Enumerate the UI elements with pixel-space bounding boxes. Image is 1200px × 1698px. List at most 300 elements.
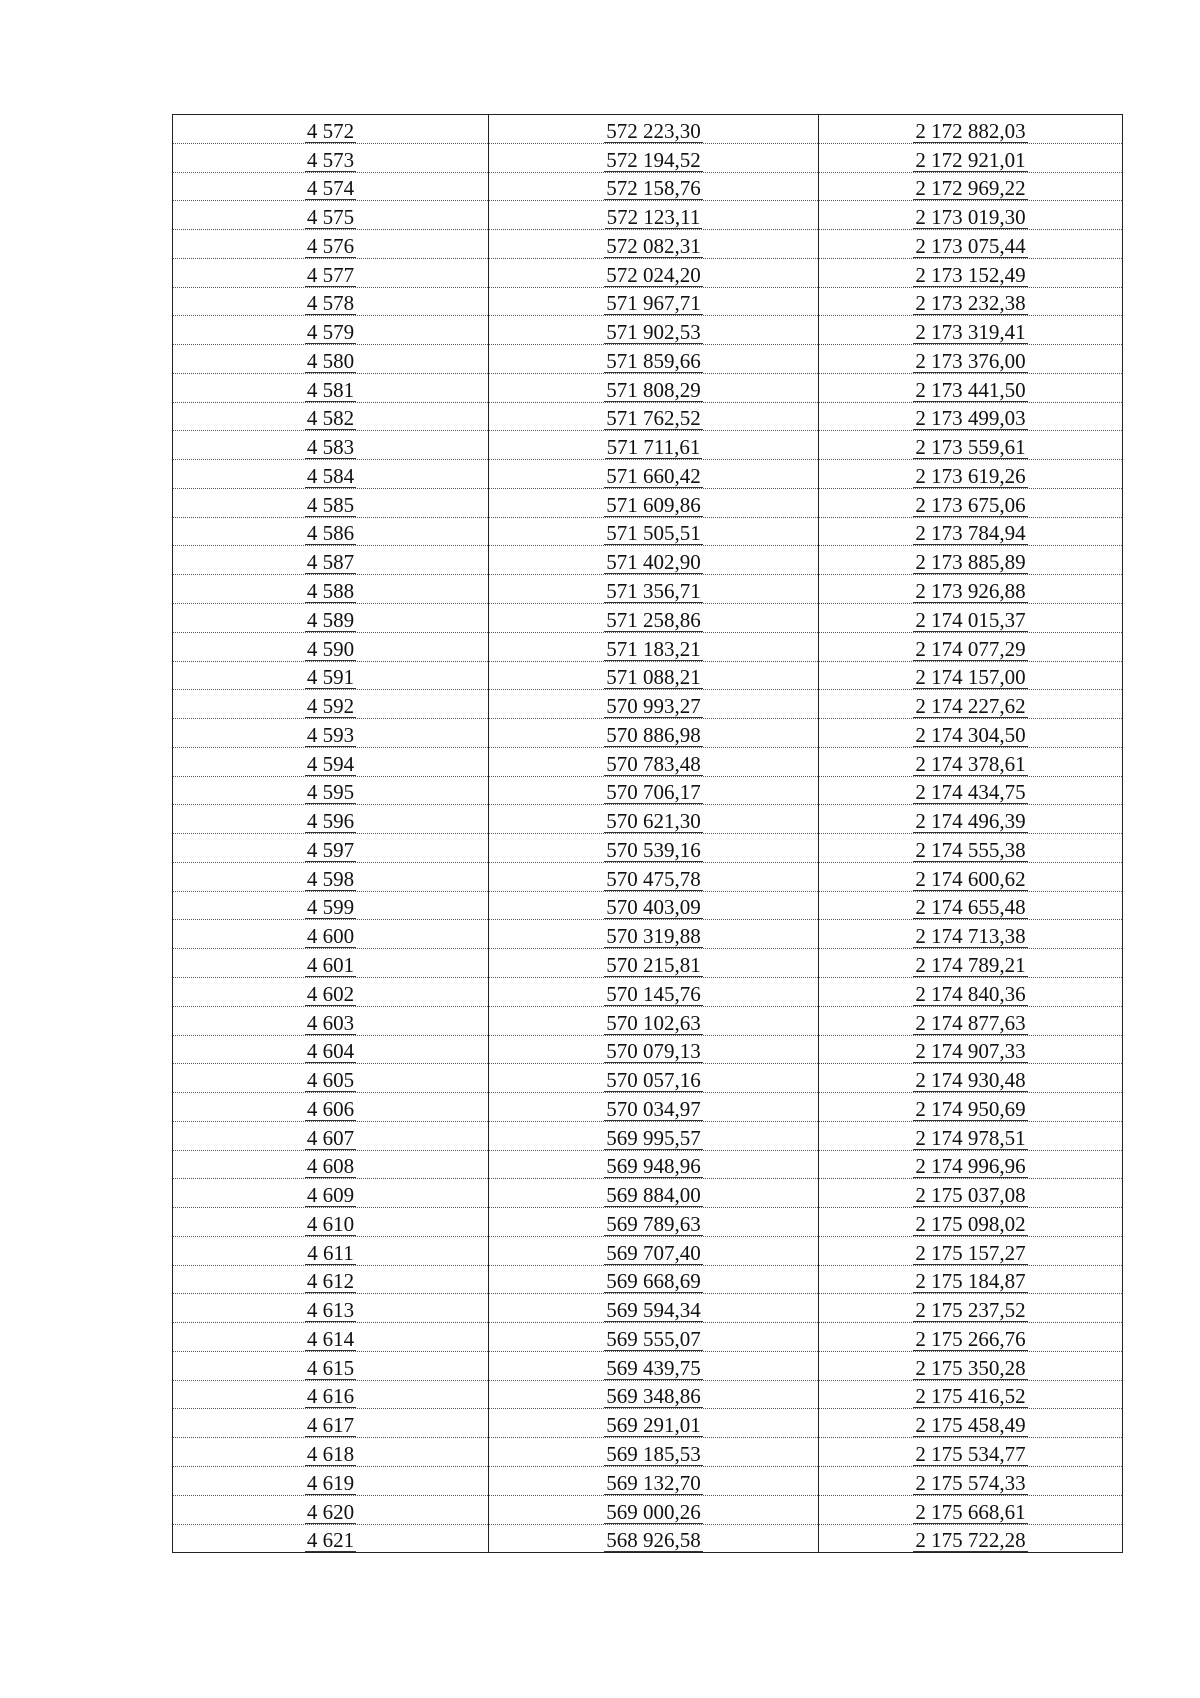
x-coordinate-cell: [489, 977, 819, 1006]
point-number-cell: [173, 719, 489, 748]
cell-value: 571 808,29: [606, 377, 701, 402]
cell-value: 4 590: [306, 636, 355, 661]
x-coordinate-cell: [489, 517, 819, 546]
point-number-cell: [173, 1179, 489, 1208]
cell-value: 572 082,31: [606, 233, 701, 258]
point-number-cell: [173, 834, 489, 863]
y-coordinate-cell: [819, 977, 1123, 1006]
point-number-cell: [173, 575, 489, 604]
cell-value: 2 174 015,37: [915, 607, 1026, 632]
x-coordinate-cell: [489, 172, 819, 201]
cell-value: 2 175 037,08: [915, 1183, 1026, 1208]
x-coordinate-cell: [489, 805, 819, 834]
point-number-cell: [173, 431, 489, 460]
table-row: [173, 517, 1123, 546]
cell-value: 571 967,71: [606, 291, 701, 316]
x-coordinate-cell: [489, 546, 819, 575]
table-row: [173, 661, 1123, 690]
cell-value: 568 926,58: [606, 1528, 701, 1553]
coordinates-table-body: [173, 115, 1123, 1553]
y-coordinate-cell: [819, 1121, 1123, 1150]
x-coordinate-cell: [489, 1323, 819, 1352]
cell-value: 4 576: [306, 233, 355, 258]
cell-value: 4 581: [306, 377, 355, 402]
x-coordinate-cell: [489, 1093, 819, 1122]
cell-value: 569 995,57: [606, 1125, 701, 1150]
cell-value: 2 175 098,02: [915, 1211, 1026, 1236]
table-row: [173, 632, 1123, 661]
table-row: [173, 1409, 1123, 1438]
cell-value: 569 185,53: [606, 1441, 701, 1466]
point-number-cell: [173, 1380, 489, 1409]
y-coordinate-cell: [819, 1208, 1123, 1237]
table-row: [173, 1093, 1123, 1122]
point-number-cell: [173, 632, 489, 661]
x-coordinate-cell: [489, 1121, 819, 1150]
y-coordinate-cell: [819, 1438, 1123, 1467]
x-coordinate-cell: [489, 1380, 819, 1409]
cell-value: 569 348,86: [606, 1384, 701, 1409]
table-row: [173, 719, 1123, 748]
cell-value: 570 886,98: [606, 722, 701, 747]
x-coordinate-cell: [489, 201, 819, 230]
y-coordinate-cell: [819, 402, 1123, 431]
x-coordinate-cell: [489, 1265, 819, 1294]
cell-value: 569 132,70: [606, 1470, 701, 1495]
table-row: [173, 1380, 1123, 1409]
cell-value: 2 174 950,69: [915, 1096, 1026, 1121]
cell-value: 2 174 227,62: [915, 694, 1026, 719]
table-row: [173, 1150, 1123, 1179]
cell-value: 570 475,78: [606, 866, 701, 891]
cell-value: 4 606: [306, 1096, 355, 1121]
cell-value: 4 608: [306, 1154, 355, 1179]
point-number-cell: [173, 1323, 489, 1352]
cell-value: 2 173 441,50: [915, 377, 1026, 402]
x-coordinate-cell: [489, 316, 819, 345]
table-row: [173, 431, 1123, 460]
point-number-cell: [173, 1121, 489, 1150]
cell-value: 4 577: [306, 262, 355, 287]
point-number-cell: [173, 1409, 489, 1438]
point-number-cell: [173, 517, 489, 546]
table-row: [173, 1265, 1123, 1294]
point-number-cell: [173, 345, 489, 374]
cell-value: 570 034,97: [606, 1096, 701, 1121]
cell-value: 2 175 266,76: [915, 1326, 1026, 1351]
table-row: [173, 143, 1123, 172]
y-coordinate-cell: [819, 891, 1123, 920]
y-coordinate-cell: [819, 1351, 1123, 1380]
y-coordinate-cell: [819, 920, 1123, 949]
cell-value: 2 174 304,50: [915, 722, 1026, 747]
x-coordinate-cell: [489, 345, 819, 374]
point-number-cell: [173, 862, 489, 891]
table-row: [173, 345, 1123, 374]
cell-value: 4 605: [306, 1068, 355, 1093]
point-number-cell: [173, 1495, 489, 1524]
x-coordinate-cell: [489, 488, 819, 517]
table-row: [173, 316, 1123, 345]
cell-value: 569 668,69: [606, 1269, 701, 1294]
point-number-cell: [173, 891, 489, 920]
point-number-cell: [173, 402, 489, 431]
cell-value: 2 174 157,00: [915, 665, 1026, 690]
cell-value: 4 591: [306, 665, 355, 690]
y-coordinate-cell: [819, 747, 1123, 776]
point-number-cell: [173, 373, 489, 402]
point-number-cell: [173, 230, 489, 259]
table-row: [173, 1236, 1123, 1265]
cell-value: 2 174 978,51: [915, 1125, 1026, 1150]
cell-value: 2 173 499,03: [915, 406, 1026, 431]
point-number-cell: [173, 1064, 489, 1093]
y-coordinate-cell: [819, 776, 1123, 805]
cell-value: 571 902,53: [606, 320, 701, 345]
point-number-cell: [173, 201, 489, 230]
cell-value: 569 555,07: [606, 1326, 701, 1351]
point-number-cell: [173, 1351, 489, 1380]
point-number-cell: [173, 287, 489, 316]
y-coordinate-cell: [819, 1524, 1123, 1553]
y-coordinate-cell: [819, 345, 1123, 374]
x-coordinate-cell: [489, 834, 819, 863]
y-coordinate-cell: [819, 834, 1123, 863]
point-number-cell: [173, 546, 489, 575]
coordinates-table: [172, 114, 1123, 1553]
y-coordinate-cell: [819, 316, 1123, 345]
y-coordinate-cell: [819, 1093, 1123, 1122]
y-coordinate-cell: [819, 1466, 1123, 1495]
x-coordinate-cell: [489, 1524, 819, 1553]
cell-value: 2 173 926,88: [915, 579, 1026, 604]
table-row: [173, 834, 1123, 863]
cell-value: 569 439,75: [606, 1355, 701, 1380]
x-coordinate-cell: [489, 1064, 819, 1093]
table-row: [173, 1466, 1123, 1495]
x-coordinate-cell: [489, 1409, 819, 1438]
cell-value: 4 621: [306, 1528, 355, 1553]
cell-value: 570 102,63: [606, 1010, 701, 1035]
table-row: [173, 862, 1123, 891]
cell-value: 4 586: [306, 521, 355, 546]
point-number-cell: [173, 316, 489, 345]
y-coordinate-cell: [819, 517, 1123, 546]
point-number-cell: [173, 1150, 489, 1179]
y-coordinate-cell: [819, 632, 1123, 661]
y-coordinate-cell: [819, 373, 1123, 402]
cell-value: 571 711,61: [606, 435, 701, 460]
cell-value: 571 356,71: [606, 579, 701, 604]
table-row: [173, 373, 1123, 402]
cell-value: 4 609: [306, 1183, 355, 1208]
y-coordinate-cell: [819, 949, 1123, 978]
point-number-cell: [173, 661, 489, 690]
cell-value: 2 175 722,28: [915, 1528, 1026, 1553]
point-number-cell: [173, 1093, 489, 1122]
table-row: [173, 1179, 1123, 1208]
cell-value: 4 593: [306, 722, 355, 747]
y-coordinate-cell: [819, 431, 1123, 460]
point-number-cell: [173, 920, 489, 949]
cell-value: 571 505,51: [606, 521, 701, 546]
x-coordinate-cell: [489, 1208, 819, 1237]
cell-value: 2 175 416,52: [915, 1384, 1026, 1409]
table-row: [173, 488, 1123, 517]
cell-value: 2 172 969,22: [915, 176, 1026, 201]
cell-value: 570 215,81: [606, 952, 701, 977]
cell-value: 572 158,76: [606, 176, 701, 201]
y-coordinate-cell: [819, 546, 1123, 575]
cell-value: 571 859,66: [606, 348, 701, 373]
cell-value: 4 594: [306, 751, 355, 776]
y-coordinate-cell: [819, 1006, 1123, 1035]
cell-value: 4 572: [306, 118, 355, 143]
cell-value: 570 706,17: [606, 780, 701, 805]
x-coordinate-cell: [489, 1495, 819, 1524]
cell-value: 4 604: [306, 1039, 355, 1064]
cell-value: 2 174 655,48: [915, 895, 1026, 920]
x-coordinate-cell: [489, 1150, 819, 1179]
y-coordinate-cell: [819, 690, 1123, 719]
y-coordinate-cell: [819, 661, 1123, 690]
cell-value: 572 194,52: [606, 147, 701, 172]
cell-value: 4 597: [306, 837, 355, 862]
y-coordinate-cell: [819, 1064, 1123, 1093]
x-coordinate-cell: [489, 632, 819, 661]
x-coordinate-cell: [489, 115, 819, 144]
point-number-cell: [173, 1438, 489, 1467]
y-coordinate-cell: [819, 460, 1123, 489]
cell-value: 572 223,30: [606, 118, 701, 143]
point-number-cell: [173, 1524, 489, 1553]
cell-value: 4 587: [306, 550, 355, 575]
x-coordinate-cell: [489, 862, 819, 891]
x-coordinate-cell: [489, 575, 819, 604]
cell-value: 4 589: [306, 607, 355, 632]
cell-value: 571 402,90: [606, 550, 701, 575]
point-number-cell: [173, 1208, 489, 1237]
cell-value: 4 598: [306, 866, 355, 891]
cell-value: 2 173 559,61: [915, 435, 1026, 460]
cell-value: 4 613: [306, 1298, 355, 1323]
x-coordinate-cell: [489, 661, 819, 690]
point-number-cell: [173, 1466, 489, 1495]
cell-value: 571 258,86: [606, 607, 701, 632]
cell-value: 4 578: [306, 291, 355, 316]
x-coordinate-cell: [489, 747, 819, 776]
y-coordinate-cell: [819, 1035, 1123, 1064]
table-row: [173, 172, 1123, 201]
x-coordinate-cell: [489, 460, 819, 489]
cell-value: 4 582: [306, 406, 355, 431]
table-row: [173, 891, 1123, 920]
cell-value: 4 579: [306, 320, 355, 345]
y-coordinate-cell: [819, 719, 1123, 748]
cell-value: 2 173 152,49: [915, 262, 1026, 287]
table-row: [173, 287, 1123, 316]
cell-value: 4 601: [306, 952, 355, 977]
table-row: [173, 1294, 1123, 1323]
x-coordinate-cell: [489, 891, 819, 920]
cell-value: 570 057,16: [606, 1068, 701, 1093]
cell-value: 4 612: [306, 1269, 355, 1294]
cell-value: 4 575: [306, 205, 355, 230]
cell-value: 570 079,13: [606, 1039, 701, 1064]
x-coordinate-cell: [489, 431, 819, 460]
cell-value: 2 174 713,38: [915, 924, 1026, 949]
cell-value: 4 574: [306, 176, 355, 201]
cell-value: 570 621,30: [606, 809, 701, 834]
cell-value: 4 614: [306, 1326, 355, 1351]
cell-value: 2 174 789,21: [915, 952, 1026, 977]
table-row: [173, 604, 1123, 633]
point-number-cell: [173, 604, 489, 633]
cell-value: 4 617: [306, 1413, 355, 1438]
y-coordinate-cell: [819, 1409, 1123, 1438]
cell-value: 2 173 075,44: [915, 233, 1026, 258]
x-coordinate-cell: [489, 258, 819, 287]
cell-value: 4 588: [306, 579, 355, 604]
cell-value: 571 183,21: [606, 636, 701, 661]
point-number-cell: [173, 172, 489, 201]
table-row: [173, 201, 1123, 230]
x-coordinate-cell: [489, 287, 819, 316]
cell-value: 4 607: [306, 1125, 355, 1150]
cell-value: 2 174 877,63: [915, 1010, 1026, 1035]
table-row: [173, 1006, 1123, 1035]
table-row: [173, 1064, 1123, 1093]
cell-value: 2 173 784,94: [915, 521, 1026, 546]
x-coordinate-cell: [489, 373, 819, 402]
cell-value: 2 174 840,36: [915, 981, 1026, 1006]
cell-value: 2 174 996,96: [915, 1154, 1026, 1179]
point-number-cell: [173, 460, 489, 489]
table-row: [173, 1438, 1123, 1467]
cell-value: 4 595: [306, 780, 355, 805]
x-coordinate-cell: [489, 920, 819, 949]
point-number-cell: [173, 1294, 489, 1323]
x-coordinate-cell: [489, 1035, 819, 1064]
cell-value: 2 175 184,87: [915, 1269, 1026, 1294]
x-coordinate-cell: [489, 230, 819, 259]
table-row: [173, 949, 1123, 978]
cell-value: 569 000,26: [606, 1499, 701, 1524]
table-row: [173, 1121, 1123, 1150]
cell-value: 4 619: [306, 1470, 355, 1495]
y-coordinate-cell: [819, 488, 1123, 517]
point-number-cell: [173, 690, 489, 719]
cell-value: 2 173 619,26: [915, 463, 1026, 488]
cell-value: 2 175 574,33: [915, 1470, 1026, 1495]
y-coordinate-cell: [819, 1294, 1123, 1323]
y-coordinate-cell: [819, 172, 1123, 201]
x-coordinate-cell: [489, 143, 819, 172]
cell-value: 2 174 907,33: [915, 1039, 1026, 1064]
cell-value: 4 599: [306, 895, 355, 920]
table-row: [173, 920, 1123, 949]
table-row: [173, 690, 1123, 719]
cell-value: 4 602: [306, 981, 355, 1006]
table-row: [173, 1495, 1123, 1524]
cell-value: 4 611: [307, 1240, 354, 1265]
table-row: [173, 1323, 1123, 1352]
cell-value: 2 174 077,29: [915, 636, 1026, 661]
table-row: [173, 258, 1123, 287]
cell-value: 571 609,86: [606, 492, 701, 517]
cell-value: 2 173 232,38: [915, 291, 1026, 316]
y-coordinate-cell: [819, 230, 1123, 259]
cell-value: 570 403,09: [606, 895, 701, 920]
cell-value: 569 789,63: [606, 1211, 701, 1236]
cell-value: 2 172 882,03: [915, 118, 1026, 143]
point-number-cell: [173, 1006, 489, 1035]
x-coordinate-cell: [489, 1006, 819, 1035]
y-coordinate-cell: [819, 1236, 1123, 1265]
cell-value: 2 175 534,77: [915, 1441, 1026, 1466]
cell-value: 2 174 496,39: [915, 809, 1026, 834]
cell-value: 4 610: [306, 1211, 355, 1236]
table-row: [173, 1208, 1123, 1237]
table-row: [173, 977, 1123, 1006]
table-row: [173, 402, 1123, 431]
cell-value: 572 123,11: [606, 205, 701, 230]
cell-value: 4 600: [306, 924, 355, 949]
x-coordinate-cell: [489, 776, 819, 805]
point-number-cell: [173, 258, 489, 287]
table-row: [173, 776, 1123, 805]
cell-value: 4 618: [306, 1441, 355, 1466]
cell-value: 2 173 675,06: [915, 492, 1026, 517]
x-coordinate-cell: [489, 1466, 819, 1495]
cell-value: 571 762,52: [606, 406, 701, 431]
cell-value: 2 175 237,52: [915, 1298, 1026, 1323]
table-row: [173, 575, 1123, 604]
cell-value: 569 594,34: [606, 1298, 701, 1323]
cell-value: 571 660,42: [606, 463, 701, 488]
cell-value: 4 620: [306, 1499, 355, 1524]
point-number-cell: [173, 488, 489, 517]
cell-value: 2 174 600,62: [915, 866, 1026, 891]
cell-value: 2 172 921,01: [915, 147, 1026, 172]
y-coordinate-cell: [819, 1323, 1123, 1352]
y-coordinate-cell: [819, 1179, 1123, 1208]
cell-value: 2 175 350,28: [915, 1355, 1026, 1380]
table-row: [173, 1351, 1123, 1380]
cell-value: 4 615: [306, 1355, 355, 1380]
cell-value: 569 707,40: [606, 1240, 701, 1265]
cell-value: 4 584: [306, 463, 355, 488]
cell-value: 2 174 555,38: [915, 837, 1026, 862]
point-number-cell: [173, 949, 489, 978]
cell-value: 2 173 019,30: [915, 205, 1026, 230]
cell-value: 2 173 319,41: [915, 320, 1026, 345]
cell-value: 571 088,21: [606, 665, 701, 690]
cell-value: 570 539,16: [606, 837, 701, 862]
point-number-cell: [173, 1035, 489, 1064]
table-row: [173, 546, 1123, 575]
cell-value: 572 024,20: [606, 262, 701, 287]
y-coordinate-cell: [819, 805, 1123, 834]
cell-value: 2 174 930,48: [915, 1068, 1026, 1093]
cell-value: 570 319,88: [606, 924, 701, 949]
cell-value: 570 783,48: [606, 751, 701, 776]
table-row: [173, 460, 1123, 489]
y-coordinate-cell: [819, 1495, 1123, 1524]
cell-value: 4 592: [306, 694, 355, 719]
cell-value: 2 174 378,61: [915, 751, 1026, 776]
point-number-cell: [173, 115, 489, 144]
